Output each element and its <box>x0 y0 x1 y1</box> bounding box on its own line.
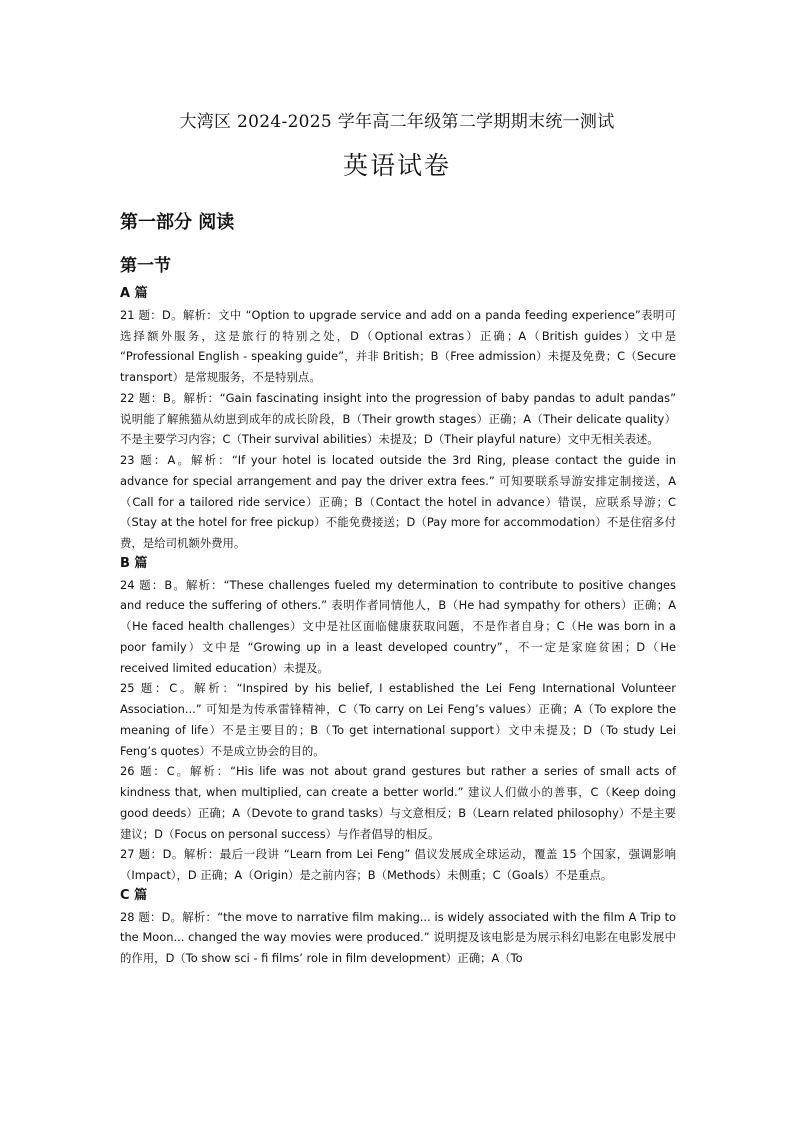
answer-paragraph: 23 题：A。解析：“If your hotel is located outside the 3rd Ring, please contact the guide in advance for special arrangement and pay the driver extra fees.” 可知要联系导游安排定制接送，A（Call for a tailored ride service）正确；B（Contact the hotel in advance）错误，应联系导游；C（Stay at the hotel for free pickup）不能免费接送；D（Pay more for accommodation）不是住宿多付费，是给司机额外费用。 <box>120 453 676 550</box>
part-title: 第一部分 阅读 <box>120 212 235 233</box>
passage-label: A 篇 <box>120 286 148 301</box>
answer-paragraph: 25 题：C。解析：“Inspired by his belief, I established the Lei Feng International Volunteer Association...” 可知是为传承雷锋精神，C（To carry on Lei Feng’s values）正确；A（To explore the meaning of life）不是主要目的；B（To get international support）文中未提及；D（To study Lei Feng’s quotes）不是成立协会的目的。 <box>120 681 676 758</box>
answer-paragraph: 22 题：B。解析：“Gain fascinating insight into the progression of baby pandas to adult pandas” 说明能了解熊猫从幼崽到成年的成长阶段，B（Their growth stages）正确；A（Their delicate quality）不是主要学习内容；C（Their survival abilities）未提及；D（Their playful nature）文中无相关表述。 <box>120 390 676 447</box>
exam-title: 大湾区 2024-2025 学年高二年级第二学期期末统一测试 <box>179 112 615 132</box>
answer-paragraph: 24 题：B。解析：“These challenges fueled my determination to contribute to positive changes and reduce the suffering of others.” 表明作者同情他人，B（He had sympathy for others）正确；A（He faced health challenges）文中是社区面临健康获取问题，不是作者自身；C（He was born in a poor family）文中是 “Growing up in a least developed country”，不一定是家庭贫困；D（He received limited education）未提及。 <box>120 577 676 675</box>
answer-paragraph: 21 题：D。解析：文中 “Option to upgrade service and add on a panda feeding experience”表明可选择额外服务，这是旅行的特别之处，D（Optional extras）正确；A（British guides）文中是 “Professional English - speaking guide”，并非 British；B（Free admission）未提及免费；C（Secure transport）是常规服务，不是特别点。 <box>120 307 676 384</box>
subject-title: 英语试卷 <box>342 151 451 180</box>
answer-paragraph: 28 题：D。解析：“the move to narrative film making... is widely associated with the film A Trip to the Moon... changed the way movies were produced.” 说明提及该电影是为展示科幻电影在电影发展中的作用，D（To show sci - fi films’ role in film development）正确；A（To <box>120 909 676 965</box>
answer-paragraph: 26 题：C。解析：“His life was not about grand gestures but rather a series of small acts of kindness that, when multiplied, can create a better world.” 建议人们做小的善事，C（Keep doing good deeds）正确；A（Devote to grand tasks）与文意相反；B（Learn related philosophy）不是主要建议；D（Focus on personal success）与作者倡导的相反。 <box>120 764 676 841</box>
answer-body <box>120 284 676 969</box>
passage-label: C 篇 <box>120 887 148 903</box>
answer-paragraph: 27 题：D。解析：最后一段讲 “Learn from Lei Feng” 倡议发展成全球运动，覆盖 15 个国家，强调影响（Impact），D 正确；A（Origin）是之前内容；B（Methods）未侧重；C（Goals）不是重点。 <box>120 847 676 882</box>
section-title: 第一节 <box>120 256 171 276</box>
passage-label: B 篇 <box>120 555 148 571</box>
